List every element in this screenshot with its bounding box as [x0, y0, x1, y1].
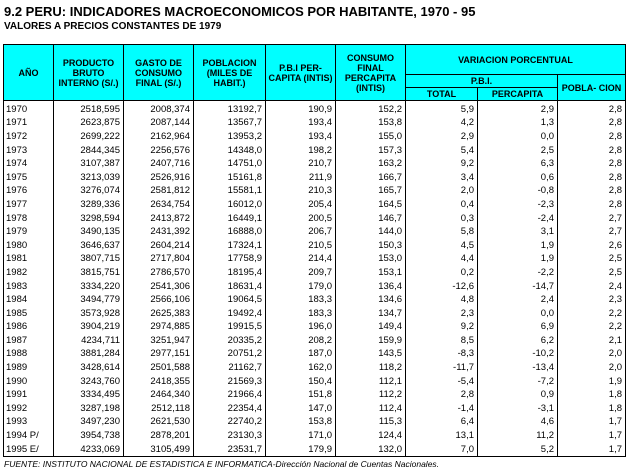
gasto-cell: 2974,885 — [124, 321, 194, 335]
var-percapita-cell: 6,3 — [478, 157, 558, 171]
pbi-percapita-cell: 179,9 — [266, 443, 336, 457]
var-percapita-cell: 6,2 — [478, 334, 558, 348]
gasto-cell: 2418,355 — [124, 375, 194, 389]
header-gasto-consumo: GASTO DE CONSUMO FINAL (S/.) — [124, 45, 194, 101]
page-subtitle: VALORES A PRECIOS CONSTANTES DE 1979 — [4, 21, 222, 32]
gasto-cell: 2526,916 — [124, 171, 194, 185]
var-total-cell: -1,4 — [406, 402, 478, 416]
poblacion-cell: 21569,3 — [194, 375, 266, 389]
var-poblacion-cell: 2,2 — [558, 321, 626, 335]
table-row — [4, 198, 626, 212]
gasto-cell: 2786,570 — [124, 266, 194, 280]
var-percapita-cell: 2,9 — [478, 101, 558, 117]
consumo-percapita-cell: 115,3 — [336, 416, 406, 430]
poblacion-cell: 22740,2 — [194, 416, 266, 430]
var-total-cell: 4,5 — [406, 239, 478, 253]
pbi-interno-cell: 3213,039 — [54, 171, 124, 185]
var-total-cell: 13,1 — [406, 429, 478, 443]
pbi-percapita-cell: 171,0 — [266, 429, 336, 443]
poblacion-cell: 15161,8 — [194, 171, 266, 185]
table-row — [4, 266, 626, 280]
pbi-interno-cell: 3490,135 — [54, 225, 124, 239]
consumo-percapita-cell: 146,7 — [336, 212, 406, 226]
pbi-percapita-cell: 179,0 — [266, 280, 336, 294]
pbi-interno-cell: 3815,751 — [54, 266, 124, 280]
var-percapita-cell: -7,2 — [478, 375, 558, 389]
var-poblacion-cell: 2,1 — [558, 334, 626, 348]
header-variacion: VARIACION PORCENTUAL — [406, 45, 626, 75]
pbi-interno-cell: 3494,779 — [54, 293, 124, 307]
year-cell: 1983 — [4, 280, 54, 294]
var-poblacion-cell: 2,6 — [558, 239, 626, 253]
var-percapita-cell: 0,0 — [478, 307, 558, 321]
var-percapita-cell: 1,3 — [478, 117, 558, 131]
consumo-percapita-cell: 144,0 — [336, 225, 406, 239]
year-cell: 1975 — [4, 171, 54, 185]
year-cell: 1971 — [4, 117, 54, 131]
var-poblacion-cell: 2,2 — [558, 307, 626, 321]
var-percapita-cell: 2,5 — [478, 144, 558, 158]
poblacion-cell: 13953,2 — [194, 130, 266, 144]
header-pbi-percapita: P.B.I PER-CAPITA (INTIS) — [266, 45, 336, 101]
gasto-cell: 3105,499 — [124, 443, 194, 457]
year-cell: 1995 E/ — [4, 443, 54, 457]
var-percapita-cell: 5,2 — [478, 443, 558, 457]
var-poblacion-cell: 2,7 — [558, 212, 626, 226]
var-percapita-cell: 6,9 — [478, 321, 558, 335]
gasto-cell: 2621,530 — [124, 416, 194, 430]
consumo-percapita-cell: 134,6 — [336, 293, 406, 307]
table-row — [4, 293, 626, 307]
pbi-percapita-cell: 193,4 — [266, 117, 336, 131]
var-percapita-cell: 1,9 — [478, 239, 558, 253]
poblacion-cell: 16449,1 — [194, 212, 266, 226]
header-var-pbi: P.B.I. — [406, 75, 558, 88]
table-row — [4, 429, 626, 443]
indicators-table — [3, 44, 626, 457]
var-poblacion-cell: 1,8 — [558, 388, 626, 402]
year-cell: 1985 — [4, 307, 54, 321]
table-row — [4, 361, 626, 375]
var-total-cell: 9,2 — [406, 321, 478, 335]
var-poblacion-cell: 2,8 — [558, 130, 626, 144]
header-consumo-percapita: CONSUMO FINAL PERCAPITA (INTIS) — [336, 45, 406, 101]
var-total-cell: 0,4 — [406, 198, 478, 212]
table-row — [4, 117, 626, 131]
var-total-cell: 6,4 — [406, 416, 478, 430]
gasto-cell: 2717,804 — [124, 253, 194, 267]
pbi-percapita-cell: 151,8 — [266, 388, 336, 402]
consumo-percapita-cell: 112,1 — [336, 375, 406, 389]
table-row — [4, 375, 626, 389]
pbi-interno-cell: 3646,637 — [54, 239, 124, 253]
table-row — [4, 321, 626, 335]
pbi-interno-cell: 3954,738 — [54, 429, 124, 443]
var-percapita-cell: -10,2 — [478, 348, 558, 362]
var-percapita-cell: 0,0 — [478, 130, 558, 144]
year-cell: 1978 — [4, 212, 54, 226]
pbi-interno-cell: 3881,284 — [54, 348, 124, 362]
var-total-cell: 2,8 — [406, 388, 478, 402]
consumo-percapita-cell: 143,5 — [336, 348, 406, 362]
poblacion-cell: 20335,2 — [194, 334, 266, 348]
var-total-cell: 9,2 — [406, 157, 478, 171]
pbi-percapita-cell: 190,9 — [266, 101, 336, 117]
header-year: AÑO — [4, 45, 54, 101]
gasto-cell: 2581,812 — [124, 185, 194, 199]
var-total-cell: -5,4 — [406, 375, 478, 389]
gasto-cell: 2566,106 — [124, 293, 194, 307]
table-row — [4, 334, 626, 348]
year-cell: 1972 — [4, 130, 54, 144]
pbi-interno-cell: 3573,928 — [54, 307, 124, 321]
pbi-percapita-cell: 162,0 — [266, 361, 336, 375]
var-percapita-cell: 1,9 — [478, 253, 558, 267]
pbi-interno-cell: 3107,387 — [54, 157, 124, 171]
gasto-cell: 2501,588 — [124, 361, 194, 375]
table-row — [4, 130, 626, 144]
table-row — [4, 348, 626, 362]
var-poblacion-cell: 2,8 — [558, 157, 626, 171]
pbi-interno-cell: 3904,219 — [54, 321, 124, 335]
page-title: 9.2 PERU: INDICADORES MACROECONOMICOS POR HABITANTE, 1970 - 95 — [4, 4, 476, 19]
pbi-interno-cell: 3807,715 — [54, 253, 124, 267]
year-cell: 1973 — [4, 144, 54, 158]
gasto-cell: 2256,576 — [124, 144, 194, 158]
var-total-cell: 5,4 — [406, 144, 478, 158]
var-poblacion-cell: 2,0 — [558, 348, 626, 362]
gasto-cell: 2008,374 — [124, 101, 194, 117]
table-row — [4, 443, 626, 457]
year-cell: 1984 — [4, 293, 54, 307]
poblacion-cell: 19064,5 — [194, 293, 266, 307]
consumo-percapita-cell: 153,8 — [336, 117, 406, 131]
gasto-cell: 2625,383 — [124, 307, 194, 321]
year-cell: 1986 — [4, 321, 54, 335]
year-cell: 1974 — [4, 157, 54, 171]
var-poblacion-cell: 2,3 — [558, 293, 626, 307]
var-total-cell: 4,8 — [406, 293, 478, 307]
pbi-percapita-cell: 206,7 — [266, 225, 336, 239]
var-total-cell: 2,9 — [406, 130, 478, 144]
table-row — [4, 212, 626, 226]
year-cell: 1994 P/ — [4, 429, 54, 443]
consumo-percapita-cell: 112,4 — [336, 402, 406, 416]
pbi-interno-cell: 3298,594 — [54, 212, 124, 226]
var-total-cell: 5,9 — [406, 101, 478, 117]
table-row — [4, 280, 626, 294]
consumo-percapita-cell: 134,7 — [336, 307, 406, 321]
year-cell: 1977 — [4, 198, 54, 212]
gasto-cell: 2413,872 — [124, 212, 194, 226]
pbi-percapita-cell: 210,5 — [266, 239, 336, 253]
var-percapita-cell: -0,8 — [478, 185, 558, 199]
var-percapita-cell: -2,2 — [478, 266, 558, 280]
pbi-interno-cell: 3428,614 — [54, 361, 124, 375]
table-row — [4, 416, 626, 430]
var-total-cell: 5,8 — [406, 225, 478, 239]
table-body — [4, 101, 626, 457]
var-total-cell: -11,7 — [406, 361, 478, 375]
var-percapita-cell: -13,4 — [478, 361, 558, 375]
table-row — [4, 101, 626, 117]
var-poblacion-cell: 2,8 — [558, 144, 626, 158]
year-cell: 1980 — [4, 239, 54, 253]
poblacion-cell: 14751,0 — [194, 157, 266, 171]
var-poblacion-cell: 2,4 — [558, 280, 626, 294]
var-poblacion-cell: 1,7 — [558, 443, 626, 457]
var-percapita-cell: 0,9 — [478, 388, 558, 402]
table-row — [4, 185, 626, 199]
pbi-percapita-cell: 205,4 — [266, 198, 336, 212]
table-row — [4, 144, 626, 158]
poblacion-cell: 23130,3 — [194, 429, 266, 443]
pbi-interno-cell: 2699,222 — [54, 130, 124, 144]
var-percapita-cell: -14,7 — [478, 280, 558, 294]
pbi-percapita-cell: 209,7 — [266, 266, 336, 280]
gasto-cell: 2604,214 — [124, 239, 194, 253]
poblacion-cell: 19915,5 — [194, 321, 266, 335]
poblacion-cell: 14348,0 — [194, 144, 266, 158]
year-cell: 1989 — [4, 361, 54, 375]
var-total-cell: -8,3 — [406, 348, 478, 362]
table-row — [4, 402, 626, 416]
poblacion-cell: 16012,0 — [194, 198, 266, 212]
var-poblacion-cell: 2,8 — [558, 198, 626, 212]
pbi-percapita-cell: 183,3 — [266, 293, 336, 307]
gasto-cell: 2431,392 — [124, 225, 194, 239]
var-total-cell: 7,0 — [406, 443, 478, 457]
poblacion-cell: 16888,0 — [194, 225, 266, 239]
poblacion-cell: 17758,9 — [194, 253, 266, 267]
poblacion-cell: 23531,7 — [194, 443, 266, 457]
pbi-interno-cell: 3334,495 — [54, 388, 124, 402]
pbi-interno-cell: 3289,336 — [54, 198, 124, 212]
pbi-percapita-cell: 208,2 — [266, 334, 336, 348]
year-cell: 1981 — [4, 253, 54, 267]
var-total-cell: 3,4 — [406, 171, 478, 185]
var-percapita-cell: -3,1 — [478, 402, 558, 416]
var-poblacion-cell: 2,5 — [558, 266, 626, 280]
year-cell: 1979 — [4, 225, 54, 239]
pbi-percapita-cell: 150,4 — [266, 375, 336, 389]
header-var-total: TOTAL — [406, 88, 478, 101]
consumo-percapita-cell: 166,7 — [336, 171, 406, 185]
consumo-percapita-cell: 152,2 — [336, 101, 406, 117]
pbi-percapita-cell: 193,4 — [266, 130, 336, 144]
pbi-percapita-cell: 153,8 — [266, 416, 336, 430]
header-poblacion: POBLACION (MILES DE HABIT.) — [194, 45, 266, 101]
var-poblacion-cell: 1,8 — [558, 402, 626, 416]
table-row — [4, 157, 626, 171]
gasto-cell: 2541,306 — [124, 280, 194, 294]
pbi-interno-cell: 3243,760 — [54, 375, 124, 389]
year-cell: 1970 — [4, 101, 54, 117]
year-cell: 1992 — [4, 402, 54, 416]
var-poblacion-cell: 2,8 — [558, 185, 626, 199]
consumo-percapita-cell: 149,4 — [336, 321, 406, 335]
gasto-cell: 2407,716 — [124, 157, 194, 171]
consumo-percapita-cell: 112,2 — [336, 388, 406, 402]
var-percapita-cell: 4,6 — [478, 416, 558, 430]
poblacion-cell: 21162,7 — [194, 361, 266, 375]
consumo-percapita-cell: 164,5 — [336, 198, 406, 212]
var-percapita-cell: 0,6 — [478, 171, 558, 185]
year-cell: 1988 — [4, 348, 54, 362]
year-cell: 1976 — [4, 185, 54, 199]
pbi-interno-cell: 3276,074 — [54, 185, 124, 199]
year-cell: 1982 — [4, 266, 54, 280]
var-total-cell: 2,0 — [406, 185, 478, 199]
gasto-cell: 3251,947 — [124, 334, 194, 348]
consumo-percapita-cell: 159,9 — [336, 334, 406, 348]
poblacion-cell: 19492,4 — [194, 307, 266, 321]
year-cell: 1993 — [4, 416, 54, 430]
var-percapita-cell: 11,2 — [478, 429, 558, 443]
table-row — [4, 171, 626, 185]
var-poblacion-cell: 1,7 — [558, 416, 626, 430]
var-total-cell: 0,3 — [406, 212, 478, 226]
poblacion-cell: 17324,1 — [194, 239, 266, 253]
year-cell: 1987 — [4, 334, 54, 348]
var-percapita-cell: -2,3 — [478, 198, 558, 212]
year-cell: 1990 — [4, 375, 54, 389]
poblacion-cell: 15581,1 — [194, 185, 266, 199]
consumo-percapita-cell: 155,0 — [336, 130, 406, 144]
poblacion-cell: 21966,4 — [194, 388, 266, 402]
pbi-interno-cell: 4234,711 — [54, 334, 124, 348]
var-percapita-cell: 2,4 — [478, 293, 558, 307]
var-poblacion-cell: 2,7 — [558, 225, 626, 239]
pbi-interno-cell: 2518,595 — [54, 101, 124, 117]
var-percapita-cell: -2,4 — [478, 212, 558, 226]
consumo-percapita-cell: 153,1 — [336, 266, 406, 280]
var-poblacion-cell: 1,9 — [558, 375, 626, 389]
pbi-interno-cell: 4233,069 — [54, 443, 124, 457]
pbi-percapita-cell: 210,7 — [266, 157, 336, 171]
poblacion-cell: 13567,7 — [194, 117, 266, 131]
table-row — [4, 239, 626, 253]
consumo-percapita-cell: 163,2 — [336, 157, 406, 171]
header-pbi-interno: PRODUCTO BRUTO INTERNO (S/.) — [54, 45, 124, 101]
table-row — [4, 253, 626, 267]
pbi-percapita-cell: 147,0 — [266, 402, 336, 416]
var-poblacion-cell: 2,0 — [558, 361, 626, 375]
header-var-percapita: PERCAPITA — [478, 88, 558, 101]
var-percapita-cell: 3,1 — [478, 225, 558, 239]
pbi-percapita-cell: 196,0 — [266, 321, 336, 335]
var-poblacion-cell: 2,8 — [558, 101, 626, 117]
consumo-percapita-cell: 165,7 — [336, 185, 406, 199]
consumo-percapita-cell: 118,2 — [336, 361, 406, 375]
pbi-interno-cell: 2844,345 — [54, 144, 124, 158]
gasto-cell: 2512,118 — [124, 402, 194, 416]
pbi-percapita-cell: 198,2 — [266, 144, 336, 158]
source-footnote: FUENTE: INSTITUTO NACIONAL DE ESTADISTICA E INFORMATICA-Dirección Nacional de Cuentas Nacionales. — [4, 459, 440, 469]
gasto-cell: 2464,340 — [124, 388, 194, 402]
pbi-percapita-cell: 211,9 — [266, 171, 336, 185]
gasto-cell: 2162,964 — [124, 130, 194, 144]
consumo-percapita-cell: 124,4 — [336, 429, 406, 443]
header-var-poblacion: POBLA- CION — [558, 75, 626, 101]
var-total-cell: 0,2 — [406, 266, 478, 280]
var-total-cell: 2,3 — [406, 307, 478, 321]
consumo-percapita-cell: 136,4 — [336, 280, 406, 294]
consumo-percapita-cell: 153,0 — [336, 253, 406, 267]
gasto-cell: 2977,151 — [124, 348, 194, 362]
poblacion-cell: 13192,7 — [194, 101, 266, 117]
gasto-cell: 2634,754 — [124, 198, 194, 212]
consumo-percapita-cell: 150,3 — [336, 239, 406, 253]
pbi-percapita-cell: 187,0 — [266, 348, 336, 362]
gasto-cell: 2878,201 — [124, 429, 194, 443]
poblacion-cell: 20751,2 — [194, 348, 266, 362]
poblacion-cell: 18631,4 — [194, 280, 266, 294]
var-poblacion-cell: 2,8 — [558, 117, 626, 131]
pbi-percapita-cell: 210,3 — [266, 185, 336, 199]
year-cell: 1991 — [4, 388, 54, 402]
pbi-interno-cell: 3287,198 — [54, 402, 124, 416]
consumo-percapita-cell: 132,0 — [336, 443, 406, 457]
var-poblacion-cell: 2,5 — [558, 253, 626, 267]
var-total-cell: -12,6 — [406, 280, 478, 294]
var-total-cell: 4,2 — [406, 117, 478, 131]
var-total-cell: 4,4 — [406, 253, 478, 267]
var-poblacion-cell: 1,7 — [558, 429, 626, 443]
table-row — [4, 307, 626, 321]
pbi-percapita-cell: 183,3 — [266, 307, 336, 321]
pbi-interno-cell: 3497,230 — [54, 416, 124, 430]
pbi-interno-cell: 3334,220 — [54, 280, 124, 294]
pbi-percapita-cell: 200,5 — [266, 212, 336, 226]
poblacion-cell: 22354,4 — [194, 402, 266, 416]
table-row — [4, 225, 626, 239]
var-poblacion-cell: 2,8 — [558, 171, 626, 185]
poblacion-cell: 18195,4 — [194, 266, 266, 280]
table-row — [4, 388, 626, 402]
var-total-cell: 8,5 — [406, 334, 478, 348]
pbi-interno-cell: 2623,875 — [54, 117, 124, 131]
consumo-percapita-cell: 157,3 — [336, 144, 406, 158]
gasto-cell: 2087,144 — [124, 117, 194, 131]
pbi-percapita-cell: 214,4 — [266, 253, 336, 267]
